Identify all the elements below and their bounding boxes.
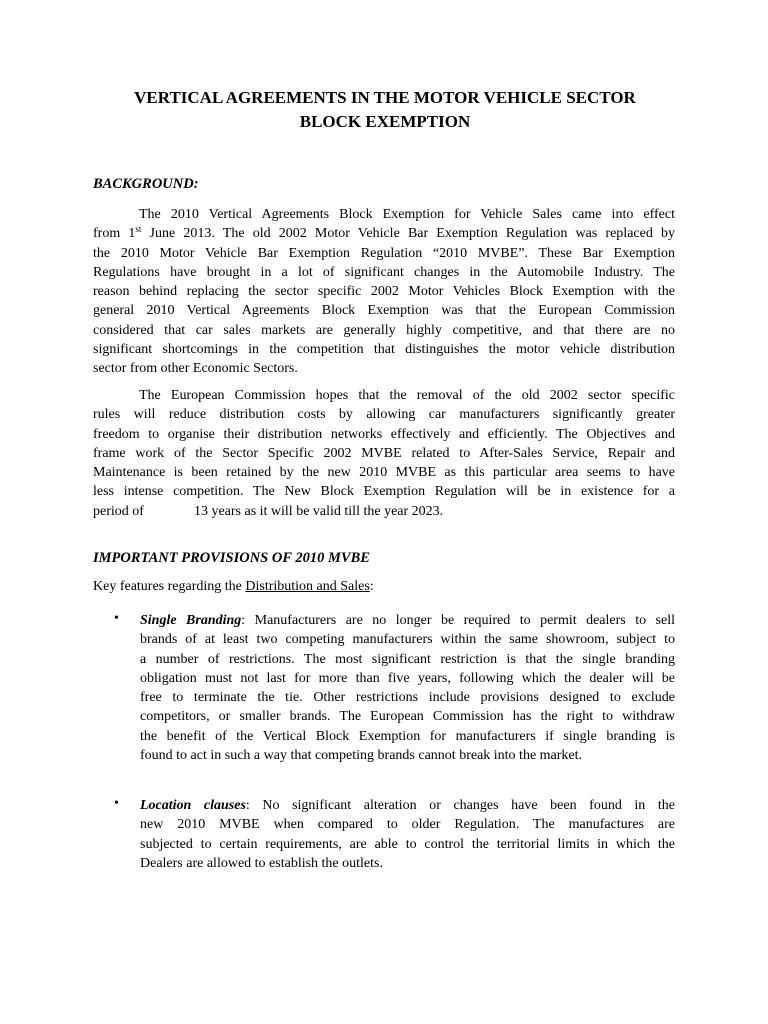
bullet1-line-3: a number of restrictions. The most significant restriction is that the single branding xyxy=(140,651,675,667)
bullet-location-clauses xyxy=(140,796,675,873)
para1-line-6: general 2010 Vertical Agreements Block Exemption was that the European Commission xyxy=(93,303,675,319)
bullet1-line-5: free to terminate the tie. Other restrictions include provisions designed to exclude xyxy=(140,690,675,706)
para2-line-5: Maintenance is been retained by the new 2010 MVBE as this particular area seems to have xyxy=(93,465,675,481)
para2-line-6: less intense competition. The New Block Exemption Regulation will be in existence for a xyxy=(93,484,675,500)
bullet1-line-1: Single Branding: Manufacturers are no longer be required to permit dealers to sell xyxy=(140,613,675,628)
bullet-term: Single Branding xyxy=(140,613,242,628)
bullet1-line-8: found to act in such a way that competing brands cannot break into the market. xyxy=(140,748,583,764)
para1-line-5: reason behind replacing the sector specific 2002 Motor Vehicles Block Exemption with the xyxy=(93,284,675,300)
bullet2-line-1: Location clauses: No significant alteration or changes have been found in the xyxy=(140,798,675,813)
bullet-single-branding xyxy=(140,611,675,765)
document-title xyxy=(90,86,680,134)
bullet2-line-4: Dealers are allowed to establish the outlets. xyxy=(140,855,383,871)
bullet1-line-7: the benefit of the Vertical Block Exemption for manufacturers if single branding is xyxy=(140,728,675,744)
bullet-term: Location clauses xyxy=(140,798,246,813)
bullet2-line-2: new 2010 MVBE when compared to older Regulation. The manufactures are xyxy=(140,817,675,833)
background-paragraph-2 xyxy=(93,386,675,521)
background-heading: BACKGROUND: xyxy=(93,176,199,192)
para2-line-1: The European Commission hopes that the removal of the old 2002 sector specific xyxy=(139,388,675,403)
title-line-1: VERTICAL AGREEMENTS IN THE MOTOR VEHICLE SECTOR xyxy=(134,88,636,107)
bullet1-line-6: competitors, or smaller brands. The European Commission has the right to withdraw xyxy=(140,709,675,725)
para1-line-7: considered that car sales markets are generally highly competitive, and that there are no xyxy=(93,322,675,338)
distribution-and-sales-link: Distribution and Sales xyxy=(245,579,370,594)
para1-line-8: significant shortcomings in the competition that distinguishes the motor vehicle distribution xyxy=(93,342,675,358)
para1-line-4: Regulations have brought in a lot of significant changes in the Automobile Industry. The xyxy=(93,264,675,280)
bullet1-line-4: obligation must not last for more than five years, following which the dealer will be xyxy=(140,670,675,686)
para2-line-3: freedom to organise their distribution networks effectively and efficiently. The Objectives and xyxy=(93,426,675,442)
title-line-2: BLOCK EXEMPTION xyxy=(299,112,471,131)
para1-line-9: sector from other Economic Sectors. xyxy=(93,361,298,377)
key-features-line: Key features regarding the Distribution and Sales: xyxy=(93,579,374,594)
para2-line-7: period of 13 years as it will be valid till the year 2023. xyxy=(93,503,444,519)
para2-line-2: rules will reduce distribution costs by allowing car manufacturers significantly greater xyxy=(93,407,675,423)
para1-line-2: from 1st June 2013. The old 2002 Motor Vehicle Bar Exemption Regulation was replaced by xyxy=(93,224,675,242)
bullet1-line-2: brands of at least two competing manufacturers within the same showroom, subject to xyxy=(140,632,675,648)
para2-line-4: frame work of the Sector Specific 2002 MVBE related to After-Sales Service, Repair and xyxy=(93,445,675,461)
bullet-icon: • xyxy=(114,611,119,626)
bullet-icon: • xyxy=(114,796,119,811)
para1-line-1: The 2010 Vertical Agreements Block Exemption for Vehicle Sales came into effect xyxy=(139,207,675,222)
para1-line-3: the 2010 Motor Vehicle Bar Exemption Regulation “2010 MVBE”. These Bar Exemption xyxy=(93,245,675,261)
provisions-heading: IMPORTANT PROVISIONS OF 2010 MVBE xyxy=(93,550,370,566)
bullet2-line-3: subjected to certain requirements, are able to control the territorial limits in which the xyxy=(140,836,675,852)
background-paragraph-1 xyxy=(93,205,675,379)
